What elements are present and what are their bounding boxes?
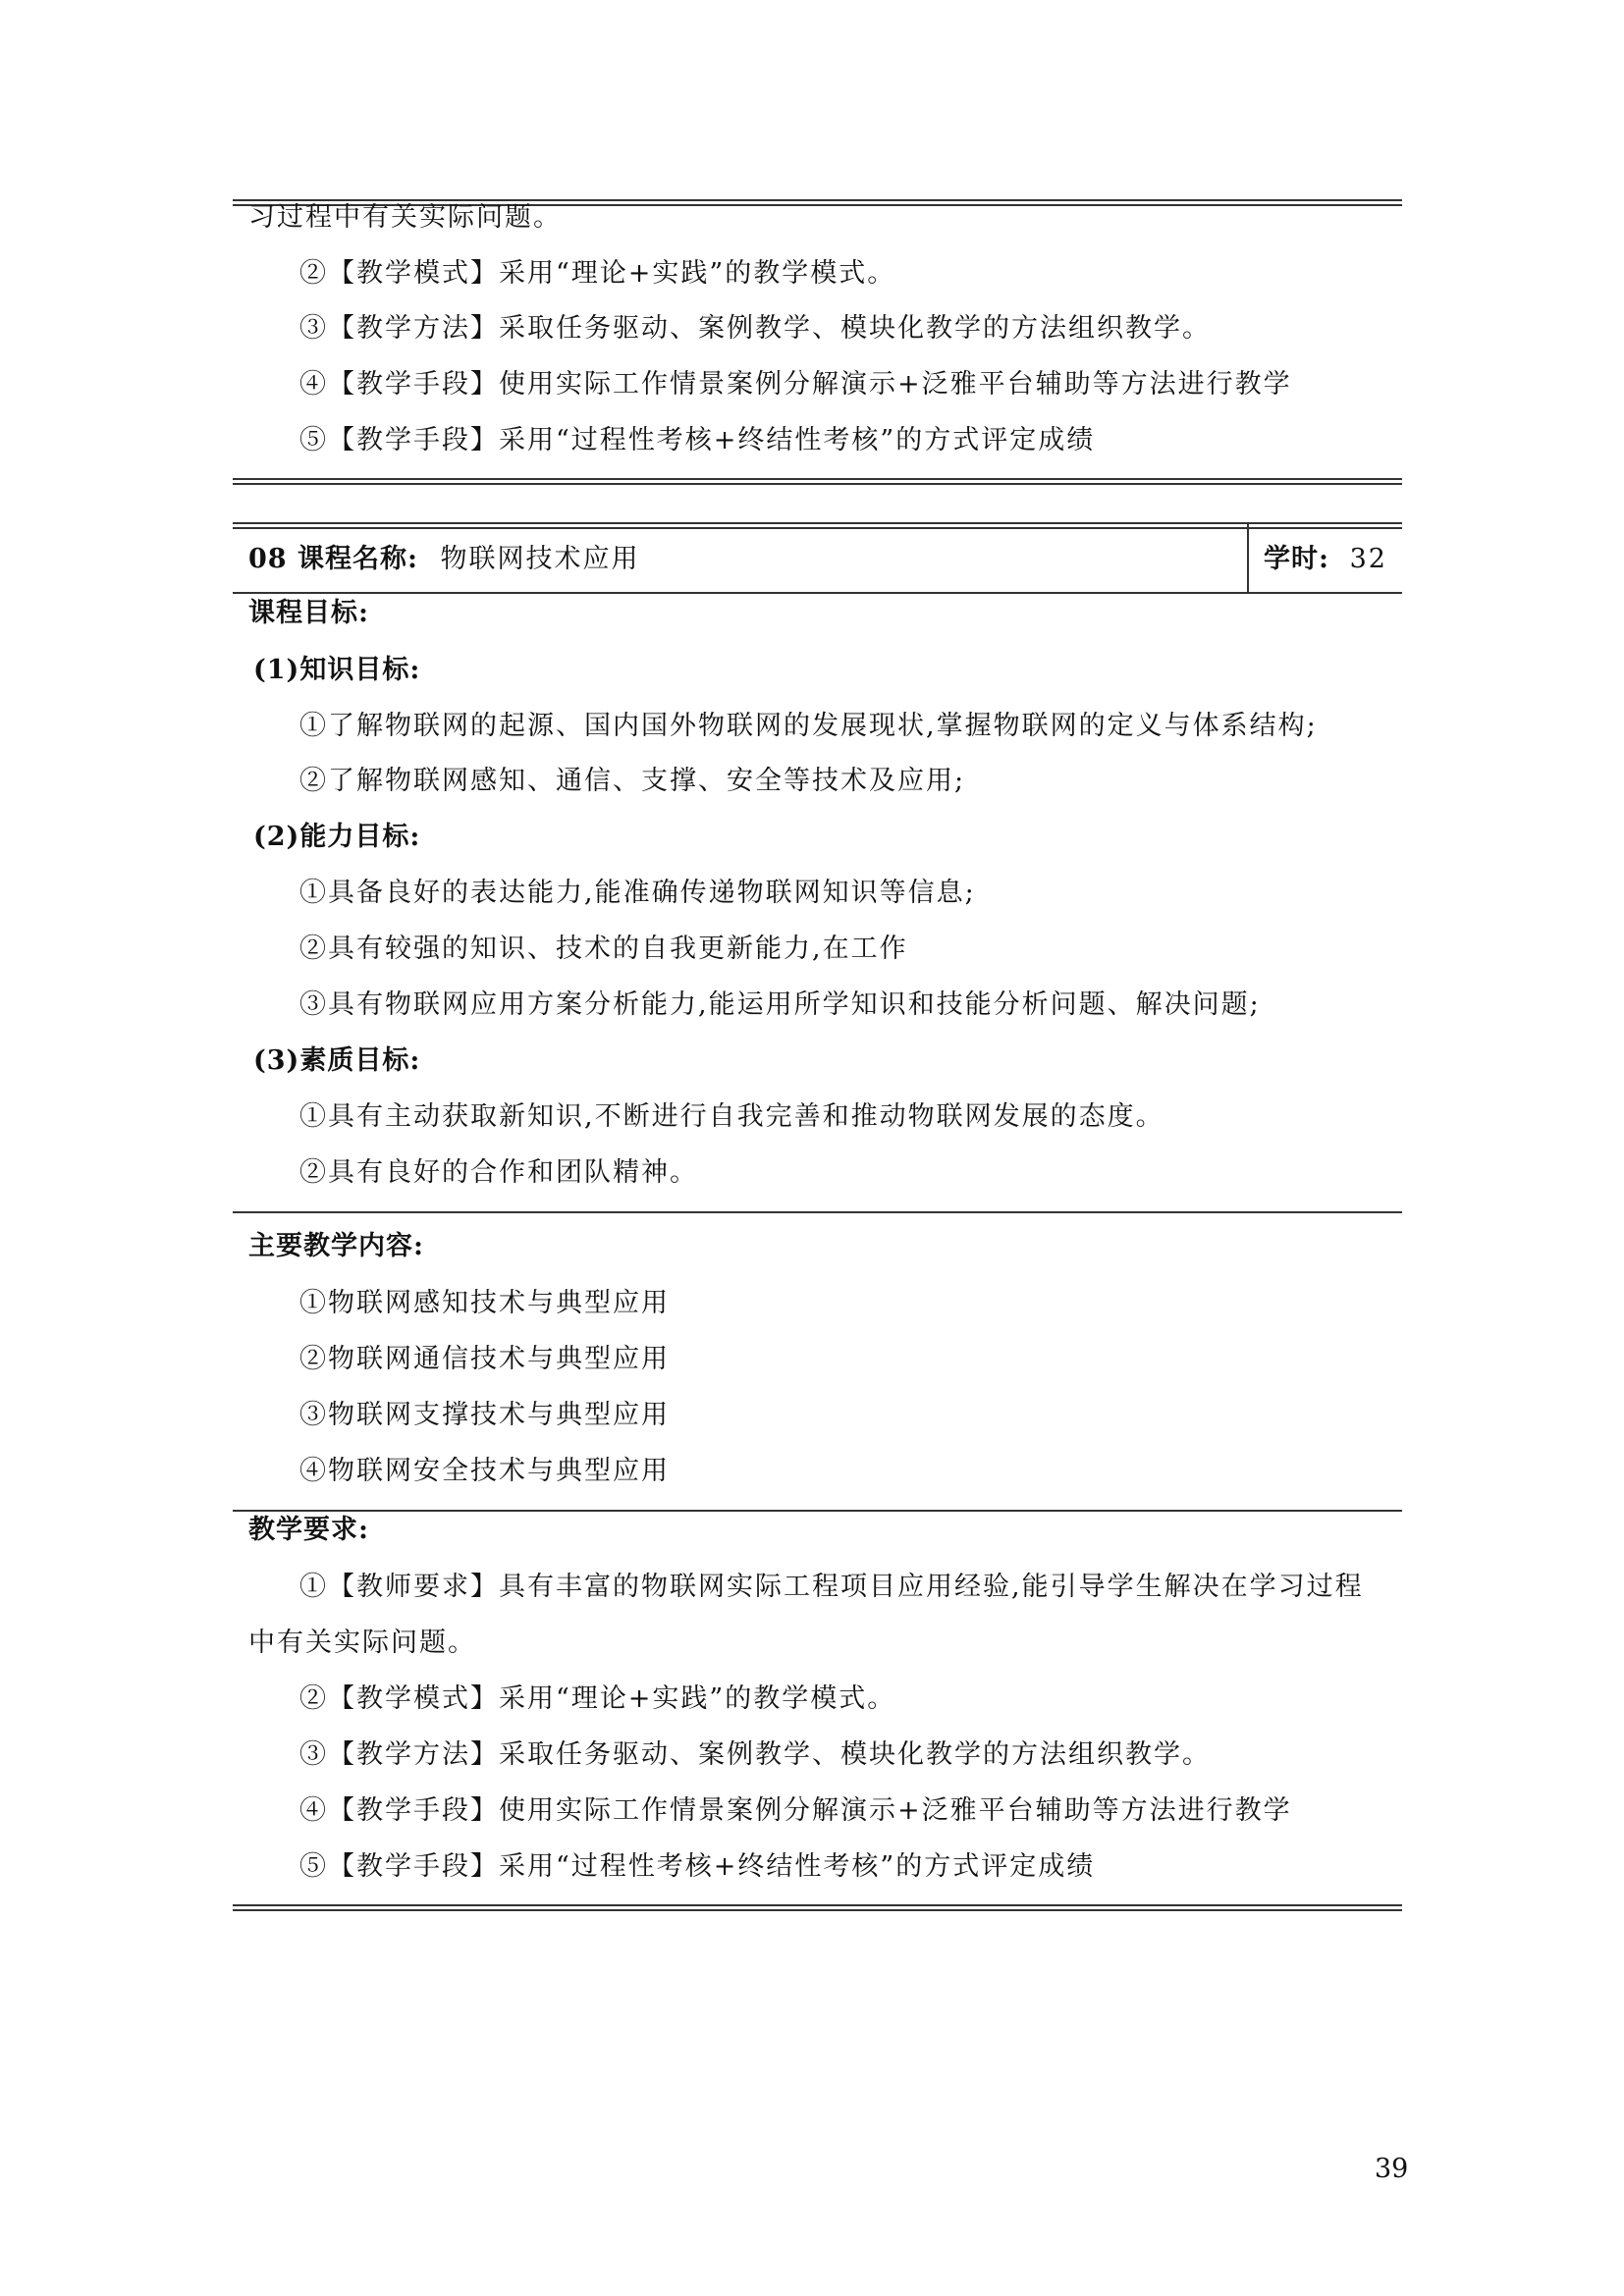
top-item-assessment: ⑤【教学手段】采用“过程性考核+终结性考核”的方式评定成绩 bbox=[299, 425, 1096, 455]
top-block-bottom-border bbox=[233, 478, 1402, 485]
course-hours-row bbox=[1264, 541, 1387, 578]
course-name-label: 08 课程名称: bbox=[248, 544, 418, 574]
knowledge-heading: (1)知识目标: bbox=[253, 655, 421, 685]
course-name-row bbox=[248, 541, 640, 578]
continuation-text: 习过程中有关实际问题。 bbox=[248, 202, 562, 233]
requirement-assessment: ⑤【教学手段】采用“过程性考核+终结性考核”的方式评定成绩 bbox=[299, 1851, 1096, 1882]
ability-item-3: ③具有物联网应用方案分析能力,能运用所学知识和技能分析问题、解决问题; bbox=[299, 989, 1261, 1020]
knowledge-item-1: ①了解物联网的起源、国内国外物联网的发展现状,掌握物联网的定义与体系结构; bbox=[299, 711, 1318, 741]
top-item-method: ③【教学方法】采取任务驱动、案例教学、模块化教学的方法组织教学。 bbox=[299, 313, 1211, 344]
content-item-3: ③物联网支撑技术与典型应用 bbox=[299, 1400, 670, 1430]
content-item-1: ①物联网感知技术与典型应用 bbox=[299, 1288, 670, 1318]
requirements-heading: 教学要求: bbox=[248, 1515, 369, 1545]
header-divider bbox=[1247, 522, 1249, 593]
requirement-teacher-line1: ①【教师要求】具有丰富的物联网实际工程项目应用经验,能引导学生解决在学习过程 bbox=[299, 1572, 1364, 1602]
content-heading: 主要教学内容: bbox=[248, 1231, 424, 1261]
content-bottom-border bbox=[233, 1510, 1402, 1512]
ability-item-1: ①具备良好的表达能力,能准确传递物联网知识等信息; bbox=[299, 878, 976, 908]
quality-item-1: ①具有主动获取新知识,不断进行自我完善和推动物联网发展的态度。 bbox=[299, 1101, 1164, 1132]
requirement-means: ④【教学手段】使用实际工作情景案例分解演示+泛雅平台辅助等方法进行教学 bbox=[299, 1795, 1292, 1826]
objectives-bottom-border bbox=[233, 1211, 1402, 1213]
top-item-mode: ②【教学模式】采用“理论+实践”的教学模式。 bbox=[299, 258, 896, 289]
top-item-means: ④【教学手段】使用实际工作情景案例分解演示+泛雅平台辅助等方法进行教学 bbox=[299, 369, 1292, 400]
course-hours-label: 学时: bbox=[1264, 544, 1329, 574]
course-header-top-border bbox=[233, 522, 1402, 529]
objectives-heading: 课程目标: bbox=[248, 598, 369, 628]
course-name-value: 物联网技术应用 bbox=[440, 544, 640, 574]
course-header-bottom-border bbox=[233, 592, 1402, 594]
ability-item-2: ②具有较强的知识、技术的自我更新能力,在工作 bbox=[299, 934, 908, 964]
knowledge-item-2: ②了解物联网感知、通信、支撑、安全等技术及应用; bbox=[299, 766, 966, 796]
requirement-method: ③【教学方法】采取任务驱动、案例教学、模块化教学的方法组织教学。 bbox=[299, 1739, 1211, 1770]
quality-item-2: ②具有良好的合作和团队精神。 bbox=[299, 1157, 698, 1188]
content-item-4: ④物联网安全技术与典型应用 bbox=[299, 1456, 670, 1486]
ability-heading: (2)能力目标: bbox=[253, 822, 421, 852]
requirement-teacher-line2: 中有关实际问题。 bbox=[248, 1628, 476, 1658]
requirement-mode: ②【教学模式】采用“理论+实践”的教学模式。 bbox=[299, 1683, 896, 1714]
requirements-bottom-border bbox=[233, 1904, 1402, 1911]
content-item-2: ②物联网通信技术与典型应用 bbox=[299, 1344, 670, 1374]
course-hours-value: 32 bbox=[1349, 544, 1387, 574]
quality-heading: (3)素质目标: bbox=[253, 1045, 421, 1076]
page-number: 39 bbox=[1375, 2154, 1409, 2184]
